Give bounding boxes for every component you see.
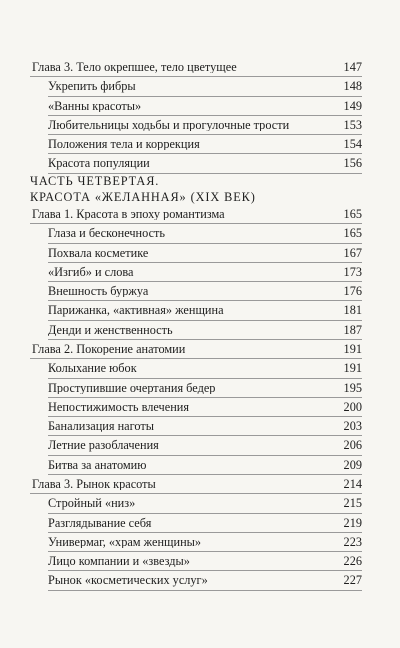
toc-entry-row	[48, 135, 362, 154]
toc-entry-row	[48, 494, 362, 513]
toc-entry-row	[48, 301, 362, 320]
toc-chapter-row	[30, 58, 362, 77]
entry-title: Глаза и бесконечность	[48, 227, 166, 240]
page-number: 147	[343, 60, 362, 74]
chapter-title: Глава 2. Покорение анатомии	[32, 343, 186, 356]
entry-title: «Изгиб» и слова	[48, 265, 134, 279]
entry-title: Разглядывание себя	[48, 516, 152, 529]
page-number: 195	[343, 380, 362, 395]
toc-entry-row	[48, 154, 362, 173]
page-number: 167	[343, 245, 362, 260]
page-number: 187	[343, 322, 362, 337]
page-number: 165	[343, 207, 362, 221]
toc-entry-row	[48, 417, 362, 436]
part-heading	[30, 174, 362, 205]
toc-entry-row	[48, 456, 362, 475]
page-number: 154	[343, 137, 362, 152]
entry-title: Летние разоблачения	[48, 439, 159, 452]
page-number: 176	[343, 284, 362, 299]
entry-title: Парижанка, «активная» женщина	[48, 304, 224, 317]
page-number: 223	[343, 534, 362, 549]
page-number: 200	[343, 399, 362, 414]
toc-entry-row	[48, 571, 362, 590]
chapter-title: Глава 1. Красота в эпоху романтизма	[32, 208, 225, 221]
toc-entry-row	[48, 244, 362, 263]
toc-entry-row	[48, 514, 362, 533]
toc-section-chapter-3a	[30, 58, 362, 174]
toc-entry-row	[48, 436, 362, 455]
entry-title: Похвала косметике	[48, 246, 149, 259]
toc-chapter-row	[30, 205, 362, 224]
toc-chapter-row	[30, 340, 362, 359]
page-number: 149	[343, 98, 362, 113]
toc-entry-row	[48, 116, 362, 135]
toc-entry-row	[48, 321, 362, 340]
toc-entry-row	[48, 379, 362, 398]
part-heading-line-1: ЧАСТЬ ЧЕТВЕРТАЯ.	[30, 174, 160, 188]
entry-title: Стройный «низ»	[48, 497, 136, 510]
toc-entry-row	[48, 77, 362, 96]
entry-title: Внешность буржуа	[48, 285, 149, 298]
page-number: 173	[343, 264, 362, 279]
entry-title: Красота популяции	[48, 157, 150, 170]
toc-entry-row	[48, 359, 362, 378]
page-number: 181	[343, 303, 362, 318]
page-number: 215	[343, 496, 362, 511]
page-number: 214	[343, 477, 362, 491]
page-number: 153	[343, 117, 362, 132]
toc-entry-row	[48, 282, 362, 301]
page-number: 209	[343, 457, 362, 472]
page-number: 148	[343, 79, 362, 94]
page-number: 219	[343, 515, 362, 530]
toc-section-chapter-1	[30, 205, 362, 340]
page-number: 156	[343, 156, 362, 171]
entry-title: Битва за анатомию	[48, 458, 147, 472]
page-number: 227	[343, 573, 362, 588]
toc-entry-row	[48, 97, 362, 116]
toc-section-chapter-2	[30, 340, 362, 475]
part-heading-line-2: КРАСОТА «ЖЕЛАННАЯ» (XIX ВЕК)	[30, 189, 256, 204]
page-number: 191	[343, 361, 362, 376]
entry-title: «Ванны красоты»	[48, 99, 142, 112]
page-number: 226	[343, 554, 362, 569]
toc-chapter-row	[30, 475, 362, 494]
toc-entry-row	[48, 533, 362, 552]
toc-entry-row	[48, 224, 362, 243]
page-number: 203	[343, 419, 362, 434]
entry-title: Рынок «косметических услуг»	[48, 574, 208, 587]
toc-section-chapter-3b	[30, 475, 362, 591]
chapter-title: Глава 3. Тело окрепшее, тело цветущее	[32, 61, 237, 74]
toc-entry-row	[48, 398, 362, 417]
entry-title: Колыхание юбок	[48, 362, 137, 375]
page-number: 191	[343, 342, 362, 356]
chapter-title: Глава 3. Рынок красоты	[32, 478, 156, 491]
page-number: 165	[343, 226, 362, 241]
toc-entry-row	[48, 263, 362, 282]
entry-title: Укрепить фибры	[48, 80, 136, 93]
toc-entry-row	[48, 552, 362, 571]
entry-title: Универмаг, «храм женщины»	[48, 535, 202, 549]
entry-title: Непостижимость влечения	[48, 400, 190, 414]
entry-title: Денди и женственность	[48, 323, 173, 337]
entry-title: Проступившие очертания бедер	[48, 381, 216, 394]
entry-title: Положения тела и коррекция	[48, 138, 200, 151]
page-number: 206	[343, 438, 362, 453]
entry-title: Лицо компании и «звезды»	[48, 555, 190, 568]
entry-title: Банализация наготы	[48, 420, 154, 433]
entry-title: Любительницы ходьбы и прогулочные трости	[48, 118, 290, 132]
